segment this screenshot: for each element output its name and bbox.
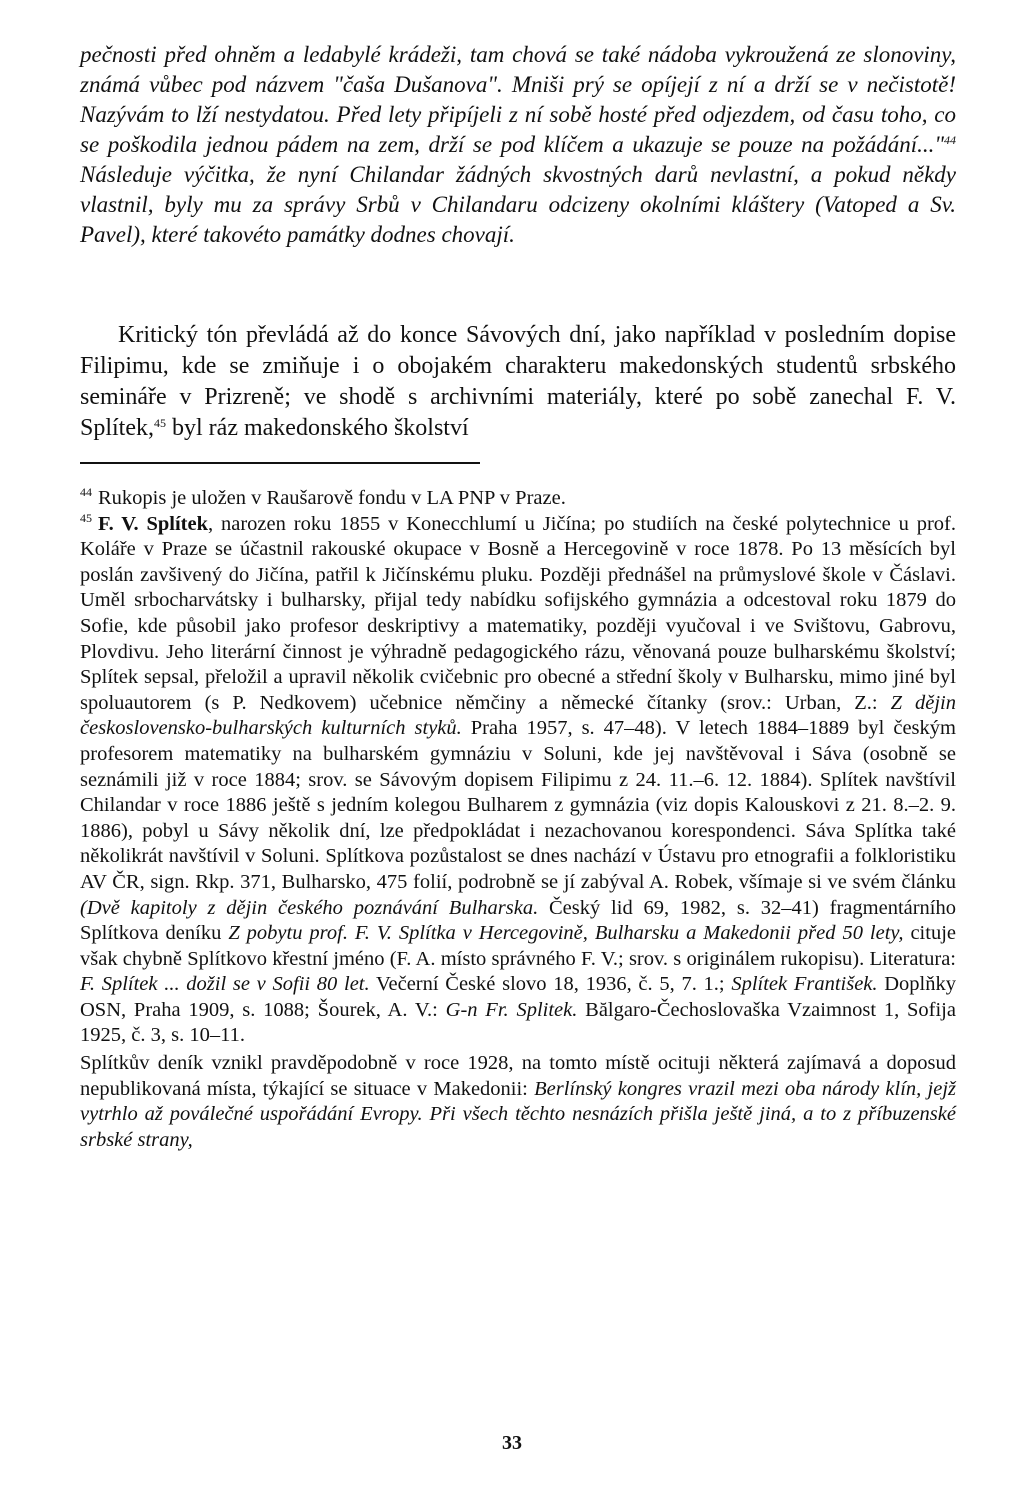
footnote-title: G-n Fr. Splitek. xyxy=(445,998,578,1021)
footnote-title: Splítek František. xyxy=(731,973,878,996)
footnote-text: cituje však chybně Splítkovo křestní jméno (F. A. místo správného F. V.; srov. s originálem rukopisu). Literatura: xyxy=(80,922,956,970)
footnote-text: Rukopis je uložen v Raušarově fondu v LA PNP v Praze. xyxy=(98,487,566,509)
footnote-ref-45: 45 xyxy=(154,416,167,430)
footnote-text: , narozen roku 1855 v Konecchlumí u Jičína; po studiích na české polytechnice u prof. Koláře v Praze se účastnil rakouské okupace v Bosně a Hercegovině v roce 1878. Po 13 měsících byl poslán zavšivený do Jičína, patřil k Jičínskému pluku. Později přednášel na průmyslové škole v Čáslavi. Uměl srbocharvátsky i bulharsky, přijal tedy nabídku sofijského gymnázia a odcestoval roku 1879 do Sofie, kde působil jako profesor deskriptivy a matematiky, později vyučoval i ve Svištovu, Gabrovu, Plovdivu. Jeho literární činnost je výhradně pedagogického rázu, věnovaná pouze bulharskému školství; Splítek sepsal, přeložil a upravil několik cvičebnic pro obecné a střední školy v Bulharsku, mimo jiné byl spoluautorem (s P. Nedkovem) učebnice němčiny a německé čítanky (srov.: Urban, Z.: xyxy=(80,512,956,714)
footnote-number: 45 xyxy=(80,510,92,525)
body-text-2: byl ráz makedonského školství xyxy=(166,415,469,441)
footnote-continuation xyxy=(80,1051,956,1153)
quote-text-1: pečnosti před ohněm a ledabylé krádeži, tam chová se také nádoba vykroužená ze slonoviny, známá vůbec pod názvem "čaša Dušanova". Mniši prý se opíjejí z ní a drží se v nečistotě! Nazývám to lží nestydatou. Před lety připíjeli z ní sobě hosté před odjezdem, od času toho, co se poškodila jednou pádem na zem, drží se pod klíčem a ukazuje se pouze na požádání..." xyxy=(80,42,956,157)
footnote-text: Praha 1957, s. 47–48). V letech 1884–1889 byl českým profesorem matematiky na bulharském gymnáziu v Soluni, kde jej navštěvoval i Sáva (osobně se seznámili již v roce 1884; srov. se Sávovým dopisem Filipimu z 24. 11.–6. 12. 1884). Splítek navštívil Chilandar v roce 1886 ještě s jedním kolegou Bulharem z gymnázia (viz dopis Kalouskovi z 21. 8.–2. 9. 1886), pobyl u Sávy několik dní, lze předpokládat i nezachovanou korespondenci. Sáva Splítka také několikrát navštívil v Soluni. Splítkova pozůstalost se dnes nachází v Ústavu pro etnografii a folkloristiku AV ČR, sign. Rkp. 371, Bulharsko, 475 folií, podrobně se jí zabýval A. Robek, všímaje si ve svém článku xyxy=(80,717,956,893)
page-number: 33 xyxy=(502,1432,522,1454)
footnote-title: (Dvě kapitoly z dějin českého poznávání Bulharska. xyxy=(80,896,539,919)
body-paragraph xyxy=(80,320,956,444)
footnote-quote: Berlínský kongres vrazil mezi oba národy klín, jejž vytrhlo až poválečné uspořádání Evropy. Při všech těchto nesnázích přišla ještě jiná, a to z příbuzenské srbské strany, xyxy=(80,1077,956,1151)
footnote-title: Z dějin československo-bulharských kulturních styků. xyxy=(80,691,956,740)
footnote-text: Český lid 69, 1982, s. 32–41) fragmentárního Splítkova deníku xyxy=(80,896,957,945)
footnotes xyxy=(80,486,956,1153)
footnote-text: Doplňky OSN, Praha 1909, s. 1088; Šourek, A. V.: xyxy=(80,973,956,1021)
footnote-name: F. V. Splítek xyxy=(98,512,208,535)
footnote-number: 44 xyxy=(80,485,92,499)
footnote-ref-44: 44 xyxy=(944,133,956,147)
footnote-divider xyxy=(80,462,480,464)
body-text-1: Kritický tón převládá až do konce Sávových dní, jako například v posledním dopise Filipimu, kde se zmiňuje i o obojakém charakteru makedonských studentů srbského semináře v Prizreně; ve shodě s archivními materiály, které po sobě zanechal F. V. Splítek, xyxy=(80,322,956,441)
footnote-title: Z pobytu prof. F. V. Splítka v Hercegovině, Bulharsku a Makedonii před 50 lety, xyxy=(228,922,904,945)
footnote-text: Bălgaro-Čechoslovaška Vzaimnost 1, Sofija 1925, č. 3, s. 10–11. xyxy=(80,998,956,1047)
footnote-text: Večerní České slovo 18, 1936, č. 5, 7. 1.; xyxy=(369,973,732,996)
quote-text-2: Následuje výčitka, že nyní Chilandar žádných skvostných darů nevlastní, a pokud někdy vlastnil, byly mu za správy Srbů v Chilandaru odcizeny okolními kláštery (Vatoped a Sv. Pavel), které takovéto památky dodnes chovají. xyxy=(80,162,956,247)
footnote-title: F. Splítek ... dožil se v Sofii 80 let. xyxy=(80,973,370,996)
footnote-44 xyxy=(80,486,956,512)
footnote-text: Splítkův deník vznikl pravděpodobně v roce 1928, na tomto místě ocituji některá zajímavá a doposud nepublikovaná místa, týkající se situace v Makedonii: xyxy=(80,1052,956,1100)
footnote-45 xyxy=(80,512,956,1049)
italic-quote-paragraph xyxy=(80,40,956,250)
